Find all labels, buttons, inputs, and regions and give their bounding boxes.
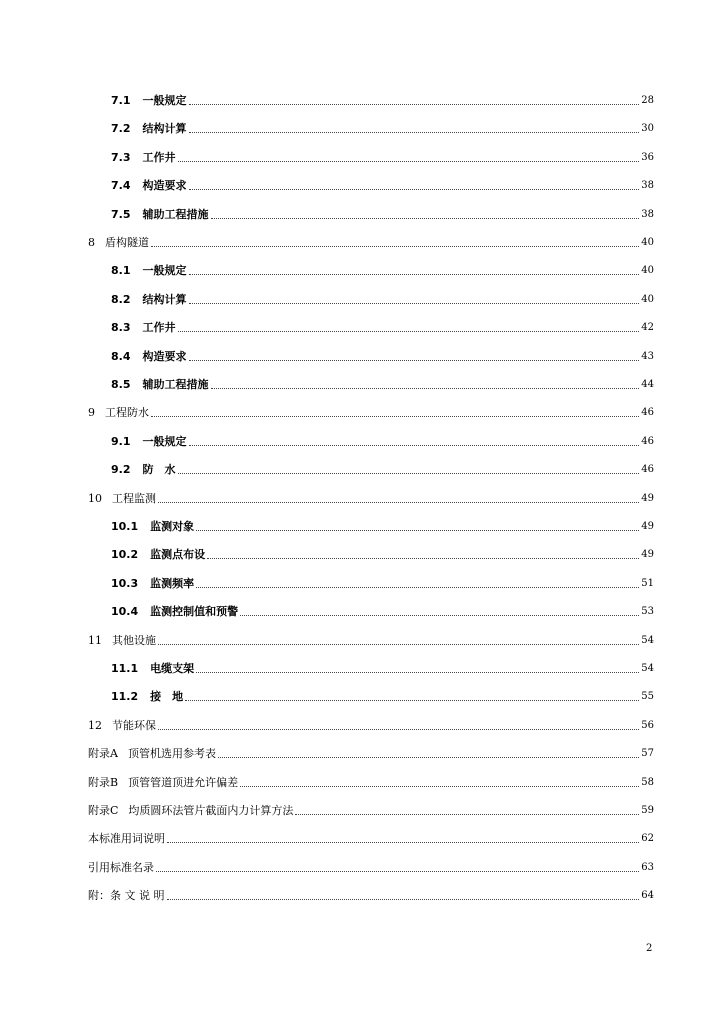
toc-leader-dots	[240, 785, 639, 787]
toc-entry[interactable]	[88, 400, 654, 420]
toc-entry-number: 7.3	[111, 150, 131, 164]
toc-entry-title: 其他设施	[112, 633, 156, 647]
toc-entry-number: 附录A	[88, 747, 118, 761]
toc-entry-page: 42	[641, 322, 654, 334]
toc-leader-dots	[211, 217, 640, 219]
toc-entry-number: 7.2	[111, 122, 131, 136]
toc-leader-dots	[178, 160, 640, 162]
toc-entry-page: 62	[641, 833, 654, 845]
toc-entry-page: 30	[641, 123, 654, 135]
toc-entry-title: 一般规定	[142, 434, 187, 448]
toc-entry-number: 8.4	[111, 349, 131, 363]
toc-leader-dots	[151, 245, 639, 247]
toc-entry-number: 10	[88, 491, 102, 505]
toc-entry-title: 结构计算	[142, 122, 187, 136]
toc-leader-dots	[189, 131, 640, 133]
toc-entry-number: 8.2	[111, 292, 131, 306]
toc-leader-dots	[178, 472, 640, 474]
toc-entry[interactable]	[111, 656, 654, 676]
toc-entry-title: 盾构隧道	[105, 236, 149, 249]
toc-entry[interactable]	[111, 542, 654, 562]
toc-entry-page: 51	[641, 577, 654, 589]
toc-entry[interactable]	[111, 116, 654, 136]
toc-leader-dots	[158, 728, 639, 730]
toc-entry-title: 防 水	[142, 463, 176, 477]
toc-entry-title: 工作井	[142, 150, 176, 164]
toc-entry-title: 监测频率	[150, 576, 195, 590]
toc-entry[interactable]	[88, 486, 654, 506]
toc-entry-number: 8.5	[111, 378, 131, 391]
toc-entry[interactable]	[88, 826, 654, 846]
toc-entry-title: 顶管机选用参考表	[127, 747, 216, 761]
toc-entry-page: 57	[641, 748, 654, 760]
toc-entry-title: 构造要求	[142, 179, 187, 193]
toc-leader-dots	[196, 586, 639, 588]
toc-leader-dots	[189, 444, 640, 446]
toc-entry[interactable]	[111, 173, 654, 193]
toc-leader-dots	[151, 415, 639, 417]
toc-entry-number: 12	[88, 718, 102, 732]
toc-leader-dots	[185, 699, 639, 701]
toc-entry-title: 均质圆环法管片截面内力计算方法	[128, 804, 294, 817]
toc-leader-dots	[207, 557, 639, 559]
toc-entry-number: 附录B	[88, 775, 119, 789]
toc-entry[interactable]	[88, 855, 654, 875]
toc-entry-page: 38	[641, 208, 654, 220]
toc-entry-number: 11.2	[111, 690, 139, 704]
toc-entry-number: 9.1	[111, 434, 131, 448]
toc-entry-page: 54	[641, 663, 654, 674]
toc-entry[interactable]	[111, 258, 654, 278]
toc-entry-title: 本标准用词说明	[88, 832, 165, 846]
toc-leader-dots	[196, 671, 639, 673]
toc-leader-dots	[189, 188, 640, 190]
toc-entry[interactable]	[111, 599, 654, 619]
toc-leader-dots	[156, 870, 639, 872]
toc-entry[interactable]	[88, 230, 654, 250]
toc-entry-number: 8	[88, 236, 95, 249]
toc-entry-page: 64	[641, 890, 654, 902]
toc-entry[interactable]	[111, 145, 654, 165]
toc-entry-page: 28	[641, 95, 654, 106]
toc-entry[interactable]	[88, 798, 654, 818]
toc-leader-dots	[218, 756, 639, 758]
toc-leader-dots	[189, 103, 640, 105]
toc-entry-title: 接 地	[150, 690, 184, 704]
toc-entry-page: 63	[641, 861, 654, 873]
toc-leader-dots	[189, 273, 640, 275]
toc-entry-number: 11	[88, 633, 102, 647]
toc-entry-title: 节能环保	[112, 718, 156, 732]
toc-entry-page: 49	[641, 521, 654, 532]
toc-entry-title: 辅助工程措施	[142, 207, 209, 221]
toc-entry-page: 38	[641, 180, 654, 192]
toc-entry[interactable]	[111, 514, 654, 534]
toc-entry-title: 监测控制值和预警	[150, 605, 239, 619]
toc-entry-number: 附录C	[88, 804, 119, 817]
toc-entry-title: 结构计算	[142, 292, 187, 306]
toc-entry-page: 40	[641, 237, 654, 248]
page-number: 2	[646, 943, 653, 954]
toc-entry[interactable]	[88, 883, 654, 903]
toc-entry[interactable]	[111, 315, 654, 335]
toc-leader-dots	[189, 302, 640, 304]
toc-entry-title: 一般规定	[142, 94, 187, 107]
toc-entry-page: 59	[641, 805, 654, 816]
toc-entry[interactable]	[88, 628, 654, 648]
toc-entry-title: 监测对象	[150, 520, 195, 533]
toc-leader-dots	[189, 359, 640, 361]
toc-entry[interactable]	[88, 770, 654, 790]
toc-entry-page: 46	[641, 464, 654, 476]
toc-entry-title: 一般规定	[142, 264, 187, 278]
toc-leader-dots	[178, 330, 640, 332]
toc-entry-number: 10.4	[111, 605, 139, 619]
toc-entry-title: 工程监测	[112, 491, 156, 505]
toc-entry-page: 40	[641, 265, 654, 277]
toc-entry[interactable]	[111, 202, 654, 222]
toc-entry-number: 10.1	[111, 520, 139, 533]
toc-entry-number: 8.3	[111, 321, 131, 335]
toc-entry-title: 工作井	[142, 321, 176, 335]
toc-entry[interactable]	[111, 344, 654, 364]
toc-leader-dots	[295, 813, 639, 815]
toc-entry-page: 43	[641, 350, 654, 362]
toc-leader-dots	[158, 501, 639, 503]
toc-entry-title: 工程防水	[105, 406, 149, 420]
toc-leader-dots	[167, 898, 640, 900]
toc-entry-title: 引用标准名录	[88, 860, 154, 874]
toc-entry-title: 辅助工程措施	[142, 378, 209, 391]
toc-entry-number: 10.3	[111, 576, 139, 590]
toc-entry[interactable]	[111, 88, 654, 108]
toc-entry-page: 53	[641, 606, 654, 618]
toc-leader-dots	[240, 614, 639, 616]
toc-entry[interactable]	[88, 741, 654, 761]
toc-entry-page: 46	[641, 435, 654, 447]
toc-entry-number: 11.1	[111, 662, 139, 675]
toc-entry-title: 监测点布设	[150, 548, 206, 562]
toc-entry-number: 7.4	[111, 179, 131, 193]
toc-entry[interactable]	[111, 287, 654, 307]
toc-leader-dots	[158, 643, 639, 645]
toc-entry-page: 44	[641, 379, 654, 390]
toc-entry[interactable]	[111, 429, 654, 449]
toc-leader-dots	[211, 387, 640, 389]
toc-entry-number: 9.2	[111, 463, 131, 477]
toc-entry-page: 36	[641, 151, 654, 163]
toc-entry[interactable]	[111, 571, 654, 591]
toc-entry-page: 56	[641, 719, 654, 731]
toc-entry-title: 附：条 文 说 明	[88, 889, 165, 903]
toc-entry-page: 40	[641, 293, 654, 305]
toc-leader-dots	[167, 841, 639, 843]
toc-entry-title: 构造要求	[142, 349, 187, 363]
toc-entry-number: 10.2	[111, 548, 139, 562]
toc-entry-page: 46	[641, 407, 654, 419]
toc-entry-title: 电缆支架	[150, 662, 195, 675]
toc-entry[interactable]	[111, 457, 654, 477]
toc-entry-page: 55	[641, 691, 654, 703]
toc-entry[interactable]	[88, 713, 654, 733]
toc-entry-number: 9	[88, 406, 95, 420]
toc-leader-dots	[196, 529, 639, 531]
toc-entry-title: 顶管管道顶进允许偏差	[128, 775, 239, 789]
toc-entry-page: 54	[641, 634, 654, 646]
toc-entry[interactable]	[111, 372, 654, 392]
toc-entry-number: 7.1	[111, 94, 131, 107]
toc-entry-number: 8.1	[111, 264, 131, 278]
toc-entry-number: 7.5	[111, 207, 131, 221]
toc-entry-page: 58	[641, 776, 654, 788]
toc-entry[interactable]	[111, 684, 654, 704]
toc-entry-page: 49	[641, 492, 654, 504]
toc-entry-page: 49	[641, 549, 654, 561]
